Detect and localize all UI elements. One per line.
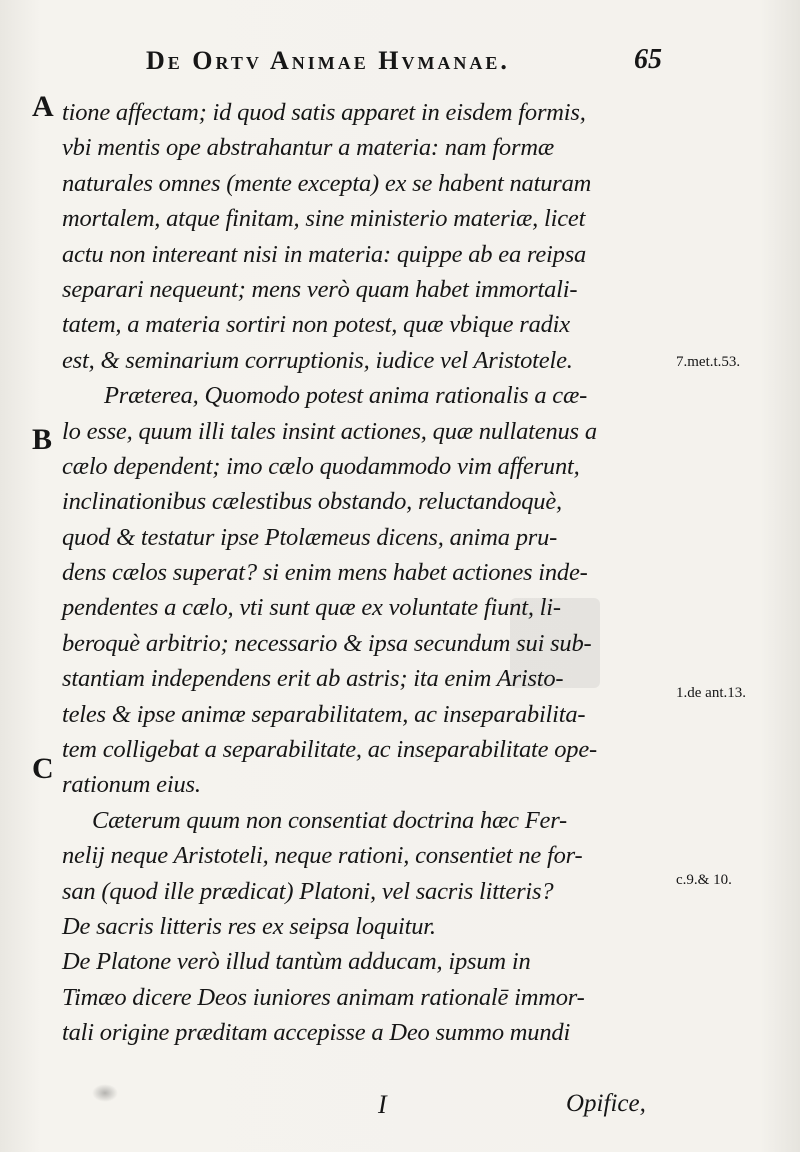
text-line: rationum eius.: [62, 771, 201, 799]
section-mark-c: C: [32, 752, 54, 785]
signature-mark: I: [378, 1090, 387, 1119]
text-line: est, & seminarium corruptionis, iudice vel Aristotele.: [62, 346, 573, 374]
text-line: pendentes a cælo, vti sunt quæ ex voluntate fiunt, li-: [62, 594, 561, 622]
text-line: beroquè arbitrio; necessario & ipsa secundum sui sub-: [62, 629, 592, 657]
text-line: tali origine præditam accepisse a Deo summo mundi: [62, 1019, 571, 1047]
text-line: cælo dependent; imo cælo quodammodo vim afferunt,: [62, 452, 580, 480]
body-text: [62, 95, 680, 1051]
text-line: san (quod ille prædicat) Platoni, vel sacris litteris?: [62, 877, 554, 905]
text-line: vbi mentis ope abstrahantur a materia: nam formæ: [62, 134, 554, 162]
text-line: actu non intereant nisi in materia: quippe ab ea reipsa: [62, 240, 587, 268]
text-line: Timæo dicere Deos iuniores animam rationalē immor-: [62, 983, 585, 1011]
text-line: Cæterum quum non consentiat doctrina hæc Fer-: [92, 806, 568, 834]
text-line: De Platone verò illud tantùm adducam, ipsum in: [62, 948, 531, 976]
text-line: dens cælos superat? si enim mens habet actiones inde-: [62, 559, 588, 587]
text-line: lo esse, quum illi tales insint actiones, quæ nullatenus a: [62, 417, 597, 445]
text-line: mortalem, atque finitam, sine ministerio materiæ, licet: [62, 205, 586, 233]
section-mark-a: A: [32, 90, 54, 123]
section-mark-b: B: [32, 423, 53, 456]
text-line: tatem, a materia sortiri non potest, quæ vbique radix: [62, 311, 570, 339]
text-line: naturales omnes (mente excepta) ex se habent naturam: [62, 169, 592, 197]
bleed-through-text: [690, 118, 760, 132]
margin-note: 7.met.t.53.: [676, 354, 741, 370]
margin-note: c.9.& 10.: [676, 872, 732, 888]
text-line: De sacris litteris res ex seipsa loquitur.: [62, 912, 436, 940]
catchword: Opifice,: [566, 1090, 646, 1117]
text-line: quod & testatur ipse Ptolæmeus dicens, anima pru-: [62, 523, 558, 551]
text-line: teles & ipse animæ separabilitatem, ac inseparabilita-: [62, 700, 586, 728]
page-number: 65: [634, 44, 662, 75]
text-line: nelij neque Aristoteli, neque rationi, consentiet ne for-: [62, 842, 583, 870]
text-line: stantiam independens erit ab astris; ita enim Aristo-: [62, 665, 564, 693]
running-head: De Ortv Animae Hvmanae.: [146, 46, 510, 75]
ink-smudge: [92, 1084, 118, 1102]
text-line: tem colligebat a separabilitate, ac inseparabilitate ope-: [62, 736, 597, 764]
margin-note: 1.de ant.13.: [676, 685, 746, 701]
text-line: tione affectam; id quod satis apparet in eisdem formis,: [62, 99, 586, 126]
text-line: inclinationibus cælestibus obstando, reluctandoquè,: [62, 488, 562, 516]
text-line: Præterea, Quomodo potest anima rationalis a cæ-: [104, 382, 588, 410]
text-line: separari nequeunt; mens verò quam habet immortali-: [62, 275, 578, 303]
